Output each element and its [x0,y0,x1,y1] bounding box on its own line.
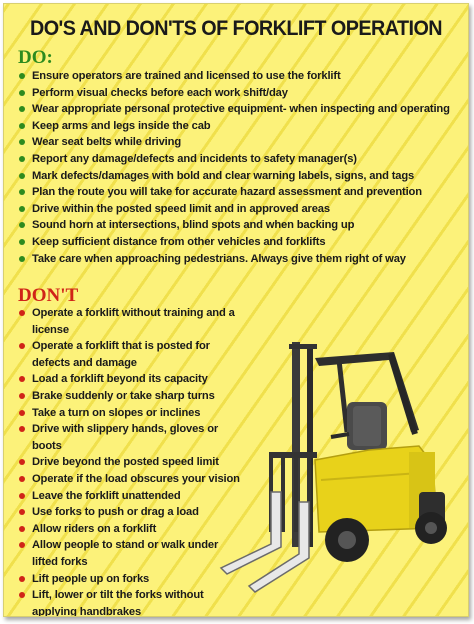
bullet-icon [19,123,25,129]
do-list [18,68,463,267]
bullet-icon [19,410,25,416]
item-text: Wear seat belts while driving [32,136,182,149]
item-text: Lift people up on forks [32,572,150,585]
do-item [18,118,463,135]
bullet-icon [19,393,25,399]
bullet-icon [19,156,25,162]
item-text: Drive beyond the posted speed limit [32,456,219,469]
bullet-icon [19,526,25,532]
do-item [18,151,463,168]
item-text: Perform visual checks before each work shift/day [32,86,288,99]
do-item [18,168,463,185]
item-text: Operate a forklift without training and a license [32,307,235,336]
forklift-icon [219,342,464,612]
item-text: Allow people to stand or walk under lifted forks [32,539,219,568]
bullet-icon [19,206,25,212]
item-text: Take care when approaching pedestrians. Always give them right of way [32,252,406,265]
bullet-icon [19,173,25,179]
item-text: Keep sufficient distance from other vehicles and forklifts [32,235,326,248]
item-text: Plan the route you will take for accurate hazard assessment and prevention [32,186,422,199]
bullet-icon [19,256,25,262]
bullet-icon [19,542,25,548]
bullet-icon [19,189,25,195]
do-item [18,85,463,102]
bullet-icon [19,576,25,582]
bullet-icon [19,509,25,515]
item-text: Report any damage/defects and incidents to safety manager(s) [32,152,357,165]
safety-sign [3,3,469,617]
bullet-icon [19,222,25,228]
bullet-icon [19,493,25,499]
item-text: Load a forklift beyond its capacity [32,373,208,386]
dont-heading: DON'T [18,285,79,306]
do-item [18,251,463,268]
do-item [18,234,463,251]
do-item [18,201,463,218]
do-item [18,134,463,151]
bullet-icon [19,239,25,245]
do-item [18,68,463,85]
item-text: Sound horn at intersections, blind spots and when backing up [32,219,355,232]
bullet-icon [19,139,25,145]
item-text: Use forks to push or drag a load [32,506,199,519]
bullet-icon [19,426,25,432]
bullet-icon [19,476,25,482]
item-text: Mark defects/damages with bold and clear warning labels, signs, and tags [32,169,415,182]
bullet-icon [19,106,25,112]
item-text: Lift, lower or tilt the forks without applying handbrakes [32,589,204,617]
page-title: DO'S AND DON'TS OF FORKLIFT OPERATION [29,16,443,40]
do-item [18,101,463,118]
item-text: Take a turn on slopes or inclines [32,406,201,419]
do-item [18,184,463,201]
do-heading: DO: [18,47,53,68]
bullet-icon [19,592,25,598]
do-item [18,217,463,234]
item-text: Wear appropriate personal protective equipment- when inspecting and operating [32,103,450,116]
item-text: Allow riders on a forklift [32,522,157,535]
item-text: Drive with slippery hands, gloves or boots [32,423,219,452]
bullet-icon [19,90,25,96]
bullet-icon [19,343,25,349]
dont-item [18,305,268,338]
bullet-icon [19,73,25,79]
item-text: Operate a forklift that is posted for defects and damage [32,340,210,369]
bullet-icon [19,310,25,316]
item-text: Ensure operators are trained and licensed to use the forklift [32,70,341,82]
bullet-icon [19,459,25,465]
bullet-icon [19,376,25,382]
item-text: Operate if the load obscures your vision [32,472,240,485]
item-text: Leave the forklift unattended [32,489,181,502]
item-text: Drive within the posted speed limit and in approved areas [32,202,330,215]
item-text: Brake suddenly or take sharp turns [32,389,215,402]
item-text: Keep arms and legs inside the cab [32,119,211,132]
